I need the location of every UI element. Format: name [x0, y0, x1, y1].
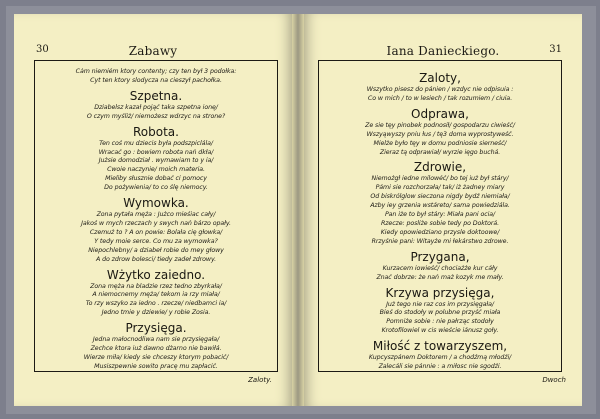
right-page: [304, 14, 582, 406]
poem-line: Ten coś mu dziecis była podszpiclála/: [99, 139, 213, 147]
poem-line: Cwoie naczynie/ moich materia.: [107, 166, 205, 174]
poem-line: O czym myśliż/ niemożesz wdrzyc na strone?: [86, 112, 226, 120]
poem-line: Jedna małocnodliwa nam sie przysięgała/: [92, 336, 220, 344]
poem-line: Zona pytała męża : Jużco mieśiac cały/: [96, 211, 216, 219]
left-running-head: Zabawy: [128, 44, 178, 58]
poem-line: Niemożgł iedne milowéć/ bo tej iuż był stáry/: [371, 175, 509, 183]
poem-line: Wszytko pisesz do pánien / wzdyc nie odpisuia :: [366, 86, 514, 93]
poem-line: Wierze miła/ kiedy sie chceszy ktorym pobacić/: [83, 353, 229, 361]
poem-line: Cyt ten ktory slodycza na cieszył pachołka.: [90, 76, 222, 84]
poem-line: To rzy wszyko za iedno . rzecze/ niedbamci ia/: [85, 300, 227, 308]
poem-line: Rzecze: posliże sobie tedy po Doktorá.: [380, 219, 500, 227]
poem-line: A do zdrow bolesci/ tiedy zadeł zdrowy.: [95, 255, 217, 263]
poem-heading: Odprawa,: [411, 106, 469, 121]
left-page-content: [34, 68, 278, 368]
poem-line: Wszyąwyszy pniu łus / tę3 doma wyprostyweść.: [366, 130, 514, 138]
poem-heading: Wżytko zaiedno.: [106, 267, 206, 282]
poem-line: Kiedy opowiedziano przysle doktoowe/: [380, 228, 500, 236]
poem-line: Pomniże sobie : nie pałrząc stodoły: [386, 318, 494, 326]
right-running-head: Iana Danieckiego.: [386, 44, 500, 58]
poem-heading: Wymowka.: [123, 196, 189, 211]
left-page: [14, 14, 292, 406]
poem-line: Znać dobrze: że nań maż kozyk me mały.: [376, 273, 504, 281]
poem-heading: Szpetna.: [129, 88, 183, 103]
poem-line: Bieś do stodoły w polubne przyść miała: [379, 309, 501, 317]
poem-line: Kurzacem iowieść/ chociażże kur cáły: [382, 264, 498, 272]
poem-line: Y tedy moie serce. Co mu za wymowka?: [94, 237, 218, 245]
poem-line: Jakoś w mych rzeczach y swych nań bárzo opały.: [81, 219, 231, 227]
left-page-number: 30: [36, 44, 49, 55]
poem-heading: Przysięga.: [125, 321, 187, 336]
poem-line: Kupcyszpánem Doktorem / a chodźmą młodźi/: [368, 354, 512, 362]
book-gutter: [292, 14, 304, 406]
poem-heading: Zaloty,: [419, 71, 461, 85]
poem-line: Dziabelsz kazał pojąć taka szpetna ionę/: [94, 103, 218, 111]
right-catchword: Dwoch: [542, 376, 566, 384]
open-book: [6, 6, 596, 414]
poem-line: Pan iże to był stáry: Miała pani ocia/: [384, 211, 496, 219]
poem-line: Cȧm niemiém ktory contenty; czy ten był 3 podołka:: [75, 68, 237, 75]
poem-line: A niemocnemy męża/ tekom ia rzy miała/: [92, 291, 220, 299]
poem-line: Czemuż to ? A on powie: Bolała cię głowka/: [89, 228, 223, 236]
right-page-number: 31: [549, 44, 562, 55]
poem-line: Od biskrólglow sieczona nigdy bydź niemiała/: [370, 193, 510, 201]
poem-heading: Miłość z towarzyszem,: [372, 339, 508, 354]
poem-line: Ze sie tęy pinobek podnosił/ gospodarzu ciwieść/: [365, 121, 515, 129]
poem-line: Rrzyśnie pani: Witayże mi łekárstwo zdrowe.: [371, 237, 509, 245]
poem-line: Zona męża na bladzie rzez tedno zbyrkała/: [90, 282, 222, 290]
poem-line: Już tego nie raz cos im przysięgała/: [386, 300, 494, 308]
poem-line: Jedno tmie y dziewie/ y robie Zosia.: [101, 309, 211, 317]
poem-heading: Przygana,: [410, 249, 470, 264]
poem-line: Pámi sie rozchorzała/ tak/ iż żadney miary: [375, 184, 505, 192]
poem-line: Mielże było tęy w domu podniosie sierneść/: [373, 139, 507, 147]
poem-line: Jużsie domodział . wymawiam to y ia/: [98, 157, 214, 165]
poem-heading: Zdrowie,: [413, 160, 467, 175]
poem-line: Mieliby słusznie dobać ci pomocy: [105, 175, 207, 183]
left-catchword: Zaloty.: [248, 376, 272, 384]
poem-line: Zalecáli sie pánnie : a miłosc nie sgodźi.: [378, 363, 502, 371]
poem-line: Wracać go : bowiem robota nań dkła/: [98, 148, 214, 156]
poem-line: Zieraz tą odprawiał/ wyrzie ięgo buchá.: [379, 148, 501, 156]
poem-heading: Krzywa przysięga,: [385, 285, 495, 300]
poem-line: Co w mich / to w lesiech / tak rozumiem / ciuia.: [367, 94, 513, 102]
poem-line: Krotofilowiel w cis wieście iánusz goły.: [381, 327, 499, 335]
right-page-content: [318, 68, 562, 371]
poem-line: Azby iey grzenia wstáreto/ sama powiedziála.: [370, 202, 510, 210]
poem-line: Do pożywienia/ to co ślę niemocy.: [104, 184, 208, 192]
poem-line: Musiszpewnie sowito pracę mu zapłacić.: [94, 362, 218, 370]
poem-line: Zechce ktora iuż dawno dżarno nie bawiłá.: [90, 345, 222, 353]
poem-line: Niepochlebny/ a dziabeł robie do mey głowy: [88, 246, 224, 254]
poem-heading: Robota.: [133, 124, 179, 139]
